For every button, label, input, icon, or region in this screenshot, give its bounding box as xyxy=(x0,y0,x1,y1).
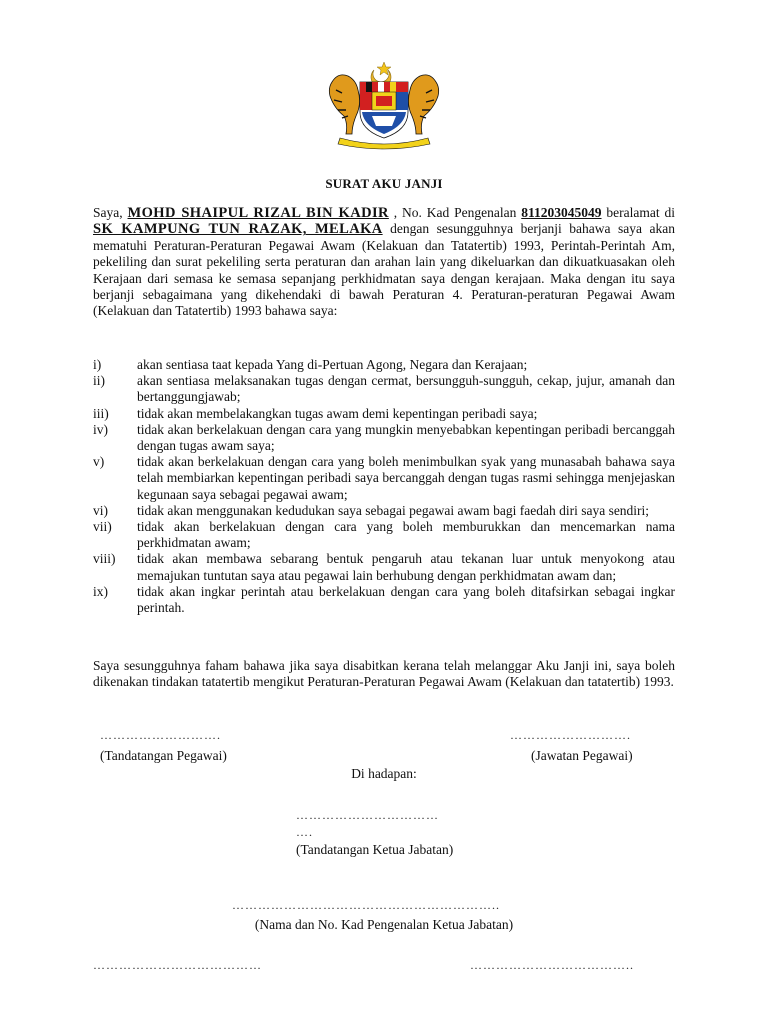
bottom-right-line: ……………………………….. xyxy=(470,958,634,972)
ic-number: 811203045049 xyxy=(521,205,602,220)
list-item: viii) tidak akan membawa sebarang bentuk pengaruh atau tekanan luar untuk menyokong atau memajukan tuntutan saya atau pegawai lain berhubung dengan perkhidmatan awam dan; xyxy=(93,551,675,583)
head-signature-line-cont: …. xyxy=(296,825,313,839)
officer-signature-label: (Tandatangan Pegawai) xyxy=(100,748,227,763)
closing-paragraph: Saya sesungguhnya faham bahawa jika saya disabitkan kerana telah melanggar Aku Janji ini, saya boleh dikenakan tindakan tatatertib mengikut Peraturan-Peraturan Pegawai Awam (Kelakuan dan tatatertib) 1993. xyxy=(93,658,675,690)
witness-heading: Di hadapan: xyxy=(351,766,417,781)
declaration-paragraph: Saya, MOHD SHAIPUL RIZAL BIN KADIR , No. Kad Pengenalan 811203045049 beralamat di SK KAMPUNG TUN RAZAK, MELAKA dengan sesungguhnya berjanji bahawa saya akan mematuhi Peraturan-Peraturan Pegawai Awam (Kelakuan dan Tatatertib) 1993, Perintah-Perintah Am, pekeliling dan surat pekeliling serta peraturan dan arahan lain yang dikeluarkan dan dikuatkuasakan oleh Kerajaan dari semasa ke semasa sepanjang perkhidmatan saya dengan kerajaan. Maka dengan itu saya berjanji sebagaimana yang dikehendaki di bawah Peraturan 4. Peraturan-peraturan Pegawai Awam (Kelakuan dan Tatatertib) 1993 bahawa saya: xyxy=(93,205,675,319)
list-item: iv) tidak akan berkelakuan dengan cara yang mungkin menyebabkan kepentingan peribadi bercanggah dengan tugas awam saya; xyxy=(93,421,675,454)
coat-of-arms-emblem xyxy=(322,60,446,150)
school-address: SK KAMPUNG TUN RAZAK, MELAKA xyxy=(93,221,383,238)
list-item: ii) akan sentiasa melaksanakan tugas dengan cermat, bersungguh-sungguh, cekap, jujur, amanah dan bertanggungjawab; xyxy=(93,373,675,405)
head-signature-label: (Tandatangan Ketua Jabatan) xyxy=(296,842,454,857)
officer-name: MOHD SHAIPUL RIZAL BIN KADIR xyxy=(127,205,389,221)
list-item: vi) tidak akan menggunakan kedudukan saya sebagai pegawai awam bagi faedah diri saya sendiri; xyxy=(93,502,650,518)
officer-signature-line: ………………………. xyxy=(100,728,221,742)
officer-position-line: ………………………. xyxy=(510,728,631,742)
pledge-list xyxy=(93,357,675,616)
head-name-line: …………………………………………………….. xyxy=(232,898,500,912)
head-name-ic-label: (Nama dan No. Kad Pengenalan Ketua Jabatan) xyxy=(254,917,514,932)
list-item: v) tidak akan berkelakuan dengan cara yang boleh menimbulkan syak yang munasabah bahawa saya telah membiarkan kepentingan peribadi saya bercanggah dengan tugas rasmi sehingga menjejaskan kegunaan saya sebagai pegawai awam; xyxy=(93,454,675,502)
list-item: ix) tidak akan ingkar perintah atau berkelakuan dengan cara yang boleh ditafsirkan sebagai ingkar perintah. xyxy=(93,583,675,616)
officer-position-label: (Jawatan Pegawai) xyxy=(531,748,633,763)
head-signature-line: …………………………… xyxy=(296,808,439,822)
document-title: SURAT AKU JANJI xyxy=(325,176,443,191)
list-item: iii) tidak akan membelakangkan tugas awam demi kepentingan peribadi saya; xyxy=(93,405,538,421)
bottom-left-line: ………………………………… xyxy=(93,958,262,972)
list-item: vii) tidak akan berkelakuan dengan cara yang boleh memburukkan dan mencemarkan nama perkhidmatan awam; xyxy=(93,519,675,551)
list-item: i) akan sentiasa taat kepada Yang di-Pertuan Agong, Negara dan Kerajaan; xyxy=(93,357,528,372)
